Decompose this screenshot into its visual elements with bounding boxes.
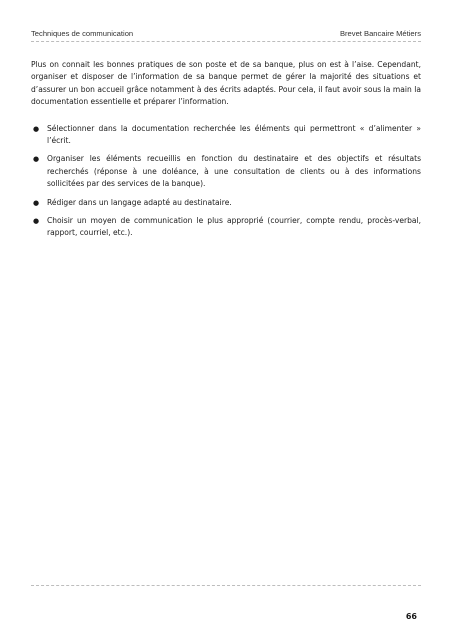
list-item [31,153,421,190]
intro-paragraph: Plus on connait les bonnes pratiques de son poste et de sa banque, plus on est à l’aise. Cependant, organiser et disposer de l’information de sa banque permet de gérer la majorité des situations et d’assurer un bon accueil grâce notamment à des écrits adaptés. Pour cela, il faut avoir sous la main la documentation essentielle et préparer l’information. [31,60,421,107]
list-item-text: Rédiger dans un langage adapté au destinataire. [47,197,232,207]
list-item-text: Sélectionner dans la documentation recherchée les éléments qui permettront « d’alimenter » l’écrit. [47,123,421,146]
page-number: 66 [405,612,417,621]
page-content [31,59,421,246]
bullet-icon: ● [33,124,40,133]
list-item [31,197,421,209]
page-header [31,27,421,42]
header-subtitle: Brevet Bancaire Métiers [339,29,421,38]
list-item-text: Organiser les éléments recueillis en fonction du destinataire et des objectifs et résultats recherchés (réponse à une doléance, à une consultation de clients ou à des informations sollicitées par des services de la banque). [47,154,421,189]
bullet-icon: ● [33,198,40,207]
header-title: Techniques de communication [31,29,134,38]
page-footer [31,585,421,626]
list-item [31,123,421,148]
list-item [31,215,421,240]
list-item-text: Choisir un moyen de communication le plus approprié (courrier, compte rendu, procès-verbal, rapport, courriel, etc.). [47,216,421,238]
bullet-icon: ● [33,155,40,164]
bullet-icon: ● [33,217,40,226]
bullet-list [31,123,421,240]
